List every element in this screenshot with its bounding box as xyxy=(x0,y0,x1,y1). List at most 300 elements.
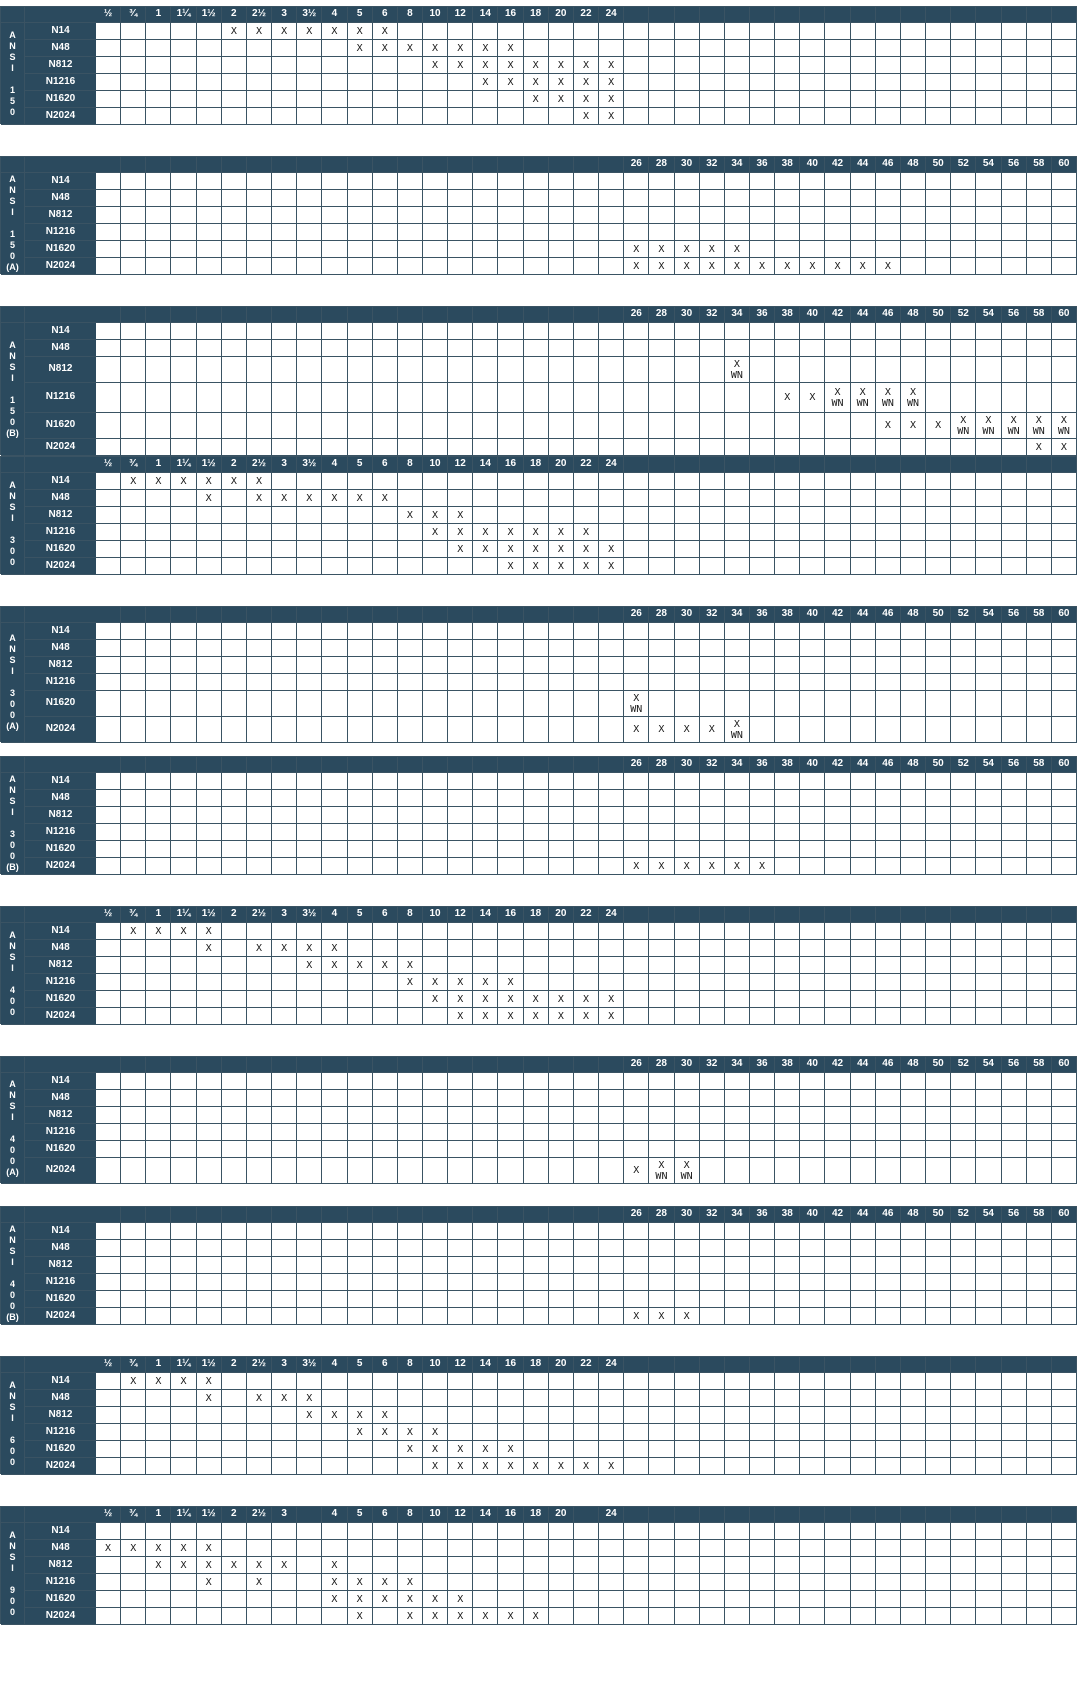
empty-cell xyxy=(322,1608,347,1625)
x-mark: X xyxy=(557,1460,564,1472)
column-header: 28 xyxy=(649,307,674,323)
empty-cell xyxy=(398,1240,423,1257)
empty-cell xyxy=(775,1090,800,1107)
column-header: 36 xyxy=(750,757,775,773)
empty-cell xyxy=(348,323,373,340)
column-header: 52 xyxy=(951,607,976,623)
empty-cell xyxy=(876,57,901,74)
empty-cell xyxy=(498,841,523,858)
empty-cell xyxy=(851,991,876,1008)
empty-cell xyxy=(851,340,876,357)
empty-cell xyxy=(1002,1291,1027,1308)
empty-cell xyxy=(171,691,196,717)
empty-cell xyxy=(725,1308,750,1325)
empty-cell xyxy=(348,1458,373,1475)
empty-cell xyxy=(750,1223,775,1240)
empty-cell xyxy=(750,923,775,940)
empty-cell xyxy=(448,323,473,340)
empty-cell xyxy=(247,1373,272,1390)
empty-cell xyxy=(272,190,297,207)
empty-cell xyxy=(297,323,322,340)
empty-cell xyxy=(700,207,725,224)
pressure-table-1 xyxy=(0,156,1080,274)
empty-cell xyxy=(800,1008,825,1025)
empty-cell xyxy=(373,858,398,875)
empty-cell xyxy=(373,1240,398,1257)
empty-cell xyxy=(373,773,398,790)
column-header: 48 xyxy=(901,157,926,173)
column-header xyxy=(800,1357,825,1373)
column-header xyxy=(473,607,498,623)
x-mark: X xyxy=(608,76,615,88)
empty-cell xyxy=(297,674,322,691)
empty-cell xyxy=(800,1090,825,1107)
column-header: ¾ xyxy=(121,1357,146,1373)
empty-cell xyxy=(448,824,473,841)
availability-mark xyxy=(448,991,473,1008)
availability-mark xyxy=(675,258,700,275)
empty-cell xyxy=(348,1274,373,1291)
x-mark: X xyxy=(1060,441,1067,453)
empty-cell xyxy=(549,974,574,991)
class-label-char: N xyxy=(9,185,16,195)
empty-cell xyxy=(473,841,498,858)
empty-cell xyxy=(599,1308,624,1325)
empty-cell xyxy=(876,108,901,125)
empty-cell xyxy=(146,858,171,875)
empty-cell xyxy=(146,674,171,691)
empty-cell xyxy=(247,1274,272,1291)
column-header xyxy=(171,307,196,323)
empty-cell xyxy=(574,507,599,524)
availability-mark xyxy=(851,258,876,275)
empty-cell xyxy=(373,974,398,991)
empty-cell xyxy=(322,1291,347,1308)
empty-cell xyxy=(322,323,347,340)
empty-cell xyxy=(272,207,297,224)
empty-cell xyxy=(146,1308,171,1325)
empty-cell xyxy=(146,841,171,858)
x-mark: X xyxy=(331,25,338,37)
column-header: 16 xyxy=(498,1507,523,1523)
column-header xyxy=(926,457,951,473)
empty-cell xyxy=(624,413,649,439)
column-header xyxy=(222,1057,247,1073)
empty-cell xyxy=(171,974,196,991)
empty-cell xyxy=(272,923,297,940)
column-header: 1½ xyxy=(197,907,222,923)
empty-cell xyxy=(876,1557,901,1574)
column-header: 4 xyxy=(322,907,347,923)
class-label-char: I xyxy=(11,1412,14,1423)
empty-cell xyxy=(649,1373,674,1390)
empty-cell xyxy=(171,1240,196,1257)
empty-cell xyxy=(775,40,800,57)
x-mark: X xyxy=(457,509,464,521)
column-header xyxy=(473,157,498,173)
empty-cell xyxy=(448,1390,473,1407)
empty-cell xyxy=(800,524,825,541)
empty-cell xyxy=(348,541,373,558)
empty-cell xyxy=(951,340,976,357)
column-header xyxy=(398,1057,423,1073)
empty-cell xyxy=(649,640,674,657)
column-header xyxy=(398,607,423,623)
empty-cell xyxy=(322,473,347,490)
empty-cell xyxy=(926,383,951,413)
header-corner-model xyxy=(25,1057,97,1073)
empty-cell xyxy=(825,241,850,258)
empty-cell xyxy=(423,1124,448,1141)
empty-cell xyxy=(976,1591,1001,1608)
column-header xyxy=(322,1057,347,1073)
empty-cell xyxy=(448,108,473,125)
empty-cell xyxy=(473,383,498,413)
empty-cell xyxy=(171,773,196,790)
availability-mark xyxy=(599,108,624,125)
empty-cell xyxy=(549,1373,574,1390)
empty-cell xyxy=(951,1424,976,1441)
empty-cell xyxy=(121,40,146,57)
empty-cell xyxy=(524,439,549,456)
empty-cell xyxy=(197,91,222,108)
availability-mark xyxy=(398,974,423,991)
empty-cell xyxy=(121,1274,146,1291)
empty-cell xyxy=(624,974,649,991)
empty-cell xyxy=(1027,357,1052,383)
empty-cell xyxy=(171,1458,196,1475)
empty-cell xyxy=(624,1390,649,1407)
empty-cell xyxy=(1002,241,1027,258)
model-label: N2024 xyxy=(25,258,97,275)
class-label-char: A xyxy=(9,1379,16,1390)
empty-cell xyxy=(146,190,171,207)
empty-cell xyxy=(851,207,876,224)
empty-cell xyxy=(624,1107,649,1124)
class-label-char: I xyxy=(11,62,14,73)
x-mark: X xyxy=(759,860,766,872)
empty-cell xyxy=(574,1608,599,1625)
availability-mark xyxy=(322,23,347,40)
empty-cell xyxy=(725,957,750,974)
empty-cell xyxy=(549,691,574,717)
column-header xyxy=(951,7,976,23)
empty-cell xyxy=(649,541,674,558)
column-header: 54 xyxy=(976,307,1001,323)
wn-mark: WN xyxy=(906,397,920,409)
availability-mark xyxy=(599,91,624,108)
empty-cell xyxy=(775,1390,800,1407)
empty-cell xyxy=(825,413,850,439)
x-mark: X xyxy=(356,1576,363,1588)
x-mark: X xyxy=(356,492,363,504)
empty-cell xyxy=(649,490,674,507)
empty-cell xyxy=(700,490,725,507)
model-label: N14 xyxy=(25,1523,97,1540)
model-label: N812 xyxy=(25,357,97,383)
empty-cell xyxy=(448,1308,473,1325)
empty-cell xyxy=(976,207,1001,224)
column-header xyxy=(222,307,247,323)
empty-cell xyxy=(121,1407,146,1424)
column-header xyxy=(750,1507,775,1523)
empty-cell xyxy=(297,623,322,640)
empty-cell xyxy=(398,108,423,125)
availability-mark xyxy=(775,258,800,275)
column-header: 36 xyxy=(750,307,775,323)
class-label-char: I xyxy=(11,962,14,973)
empty-cell xyxy=(574,1591,599,1608)
availability-mark xyxy=(549,1008,574,1025)
empty-cell xyxy=(800,357,825,383)
empty-cell xyxy=(348,1158,373,1184)
empty-cell xyxy=(649,1274,674,1291)
column-header: 48 xyxy=(901,607,926,623)
empty-cell xyxy=(800,1274,825,1291)
column-header: 1 xyxy=(146,1507,171,1523)
column-header: 42 xyxy=(825,307,850,323)
empty-cell xyxy=(750,241,775,258)
empty-cell xyxy=(1002,524,1027,541)
empty-cell xyxy=(498,439,523,456)
column-header xyxy=(1027,457,1052,473)
empty-cell xyxy=(171,23,196,40)
class-label-char: A xyxy=(9,1078,16,1089)
availability-mark xyxy=(675,717,700,743)
empty-cell xyxy=(524,190,549,207)
class-label-char: 0 xyxy=(9,106,15,117)
empty-cell xyxy=(549,807,574,824)
empty-cell xyxy=(96,1158,121,1184)
empty-cell xyxy=(825,824,850,841)
empty-cell xyxy=(725,507,750,524)
empty-cell xyxy=(398,807,423,824)
x-mark: X xyxy=(532,560,539,572)
empty-cell xyxy=(700,657,725,674)
pressure-table-5 xyxy=(0,756,1080,874)
empty-cell xyxy=(222,773,247,790)
model-label: N48 xyxy=(25,1390,97,1407)
empty-cell xyxy=(524,207,549,224)
empty-cell xyxy=(775,241,800,258)
empty-cell xyxy=(146,773,171,790)
empty-cell xyxy=(121,340,146,357)
empty-cell xyxy=(876,773,901,790)
empty-cell xyxy=(373,340,398,357)
empty-cell xyxy=(700,1223,725,1240)
empty-cell xyxy=(146,623,171,640)
class-label-char: 4 xyxy=(9,984,15,995)
column-header xyxy=(348,307,373,323)
model-label: N1216 xyxy=(25,674,97,691)
empty-cell xyxy=(222,1308,247,1325)
empty-cell xyxy=(146,640,171,657)
empty-cell xyxy=(121,383,146,413)
empty-cell xyxy=(725,1141,750,1158)
empty-cell xyxy=(473,1591,498,1608)
class-label-char: I xyxy=(11,666,14,676)
empty-cell xyxy=(649,1523,674,1540)
empty-cell xyxy=(498,91,523,108)
column-header: 44 xyxy=(851,307,876,323)
empty-cell xyxy=(1027,473,1052,490)
empty-cell xyxy=(121,490,146,507)
x-mark: X xyxy=(406,1443,413,1455)
empty-cell xyxy=(146,807,171,824)
empty-cell xyxy=(574,717,599,743)
empty-cell xyxy=(297,923,322,940)
column-header xyxy=(247,1207,272,1223)
x-mark: X xyxy=(733,718,740,730)
empty-cell xyxy=(775,1008,800,1025)
column-header xyxy=(524,1207,549,1223)
empty-cell xyxy=(876,241,901,258)
empty-cell xyxy=(775,717,800,743)
empty-cell xyxy=(675,1257,700,1274)
empty-cell xyxy=(272,1257,297,1274)
column-header xyxy=(624,7,649,23)
empty-cell xyxy=(725,383,750,413)
empty-cell xyxy=(498,1240,523,1257)
column-header: 18 xyxy=(524,457,549,473)
empty-cell xyxy=(976,1274,1001,1291)
empty-cell xyxy=(599,413,624,439)
empty-cell xyxy=(348,1557,373,1574)
empty-cell xyxy=(951,23,976,40)
empty-cell xyxy=(171,541,196,558)
empty-cell xyxy=(322,558,347,575)
empty-cell xyxy=(423,691,448,717)
empty-cell xyxy=(750,1591,775,1608)
empty-cell xyxy=(851,923,876,940)
empty-cell xyxy=(348,1308,373,1325)
x-mark: X xyxy=(608,93,615,105)
empty-cell xyxy=(146,974,171,991)
empty-cell xyxy=(398,91,423,108)
empty-cell xyxy=(750,1574,775,1591)
empty-cell xyxy=(675,1291,700,1308)
empty-cell xyxy=(297,413,322,439)
x-mark: X xyxy=(281,942,288,954)
empty-cell xyxy=(398,1540,423,1557)
column-header: 36 xyxy=(750,607,775,623)
class-label-char: N xyxy=(9,1390,16,1401)
empty-cell xyxy=(825,357,850,383)
empty-cell xyxy=(700,640,725,657)
empty-cell xyxy=(700,1008,725,1025)
empty-cell xyxy=(1052,473,1077,490)
empty-cell xyxy=(851,190,876,207)
empty-cell xyxy=(599,507,624,524)
empty-cell xyxy=(574,1308,599,1325)
class-label-char: 6 xyxy=(9,1434,15,1445)
empty-cell xyxy=(649,173,674,190)
empty-cell xyxy=(197,1441,222,1458)
availability-mark xyxy=(524,74,549,91)
empty-cell xyxy=(272,541,297,558)
empty-cell xyxy=(800,1073,825,1090)
empty-cell xyxy=(96,1557,121,1574)
x-mark: X xyxy=(356,25,363,37)
column-header xyxy=(373,157,398,173)
empty-cell xyxy=(549,824,574,841)
column-header: 32 xyxy=(700,757,725,773)
empty-cell xyxy=(96,1141,121,1158)
empty-cell xyxy=(171,1223,196,1240)
empty-cell xyxy=(272,1407,297,1424)
pressure-class-label xyxy=(1,23,25,125)
empty-cell xyxy=(851,790,876,807)
empty-cell xyxy=(473,717,498,743)
empty-cell xyxy=(222,1274,247,1291)
x-mark: X xyxy=(482,1610,489,1622)
model-label: N14 xyxy=(25,1073,97,1090)
empty-cell xyxy=(96,1240,121,1257)
empty-cell xyxy=(549,1257,574,1274)
empty-cell xyxy=(348,717,373,743)
empty-cell xyxy=(171,790,196,807)
empty-cell xyxy=(423,108,448,125)
empty-cell xyxy=(146,1458,171,1475)
empty-cell xyxy=(851,841,876,858)
header-corner-model xyxy=(25,1207,97,1223)
empty-cell xyxy=(448,1107,473,1124)
empty-cell xyxy=(146,541,171,558)
availability-mark xyxy=(272,23,297,40)
empty-cell xyxy=(775,323,800,340)
empty-cell xyxy=(549,1390,574,1407)
empty-cell xyxy=(222,1523,247,1540)
availability-mark xyxy=(976,413,1001,439)
empty-cell xyxy=(96,1523,121,1540)
empty-cell xyxy=(800,1574,825,1591)
empty-cell xyxy=(624,40,649,57)
availability-mark xyxy=(197,473,222,490)
model-label: N2024 xyxy=(25,108,97,125)
empty-cell xyxy=(649,1291,674,1308)
pressure-table-8 xyxy=(0,1206,1080,1324)
empty-cell xyxy=(247,1141,272,1158)
empty-cell xyxy=(373,640,398,657)
empty-cell xyxy=(272,1540,297,1557)
column-header xyxy=(146,157,171,173)
empty-cell xyxy=(448,1240,473,1257)
availability-mark xyxy=(624,1308,649,1325)
availability-mark xyxy=(1002,413,1027,439)
empty-cell xyxy=(675,1008,700,1025)
column-header: 30 xyxy=(675,1207,700,1223)
empty-cell xyxy=(297,57,322,74)
empty-cell xyxy=(624,23,649,40)
x-mark: X xyxy=(532,1010,539,1022)
column-header: 3 xyxy=(272,1357,297,1373)
availability-mark xyxy=(146,923,171,940)
x-mark: X xyxy=(708,243,715,255)
column-header xyxy=(297,607,322,623)
empty-cell xyxy=(171,807,196,824)
empty-cell xyxy=(725,190,750,207)
empty-cell xyxy=(574,1274,599,1291)
empty-cell xyxy=(901,40,926,57)
column-header xyxy=(222,757,247,773)
empty-cell xyxy=(524,1591,549,1608)
empty-cell xyxy=(926,1390,951,1407)
x-mark: X xyxy=(205,1542,212,1554)
availability-mark xyxy=(322,1557,347,1574)
empty-cell xyxy=(951,1557,976,1574)
empty-cell xyxy=(121,91,146,108)
empty-cell xyxy=(498,1373,523,1390)
